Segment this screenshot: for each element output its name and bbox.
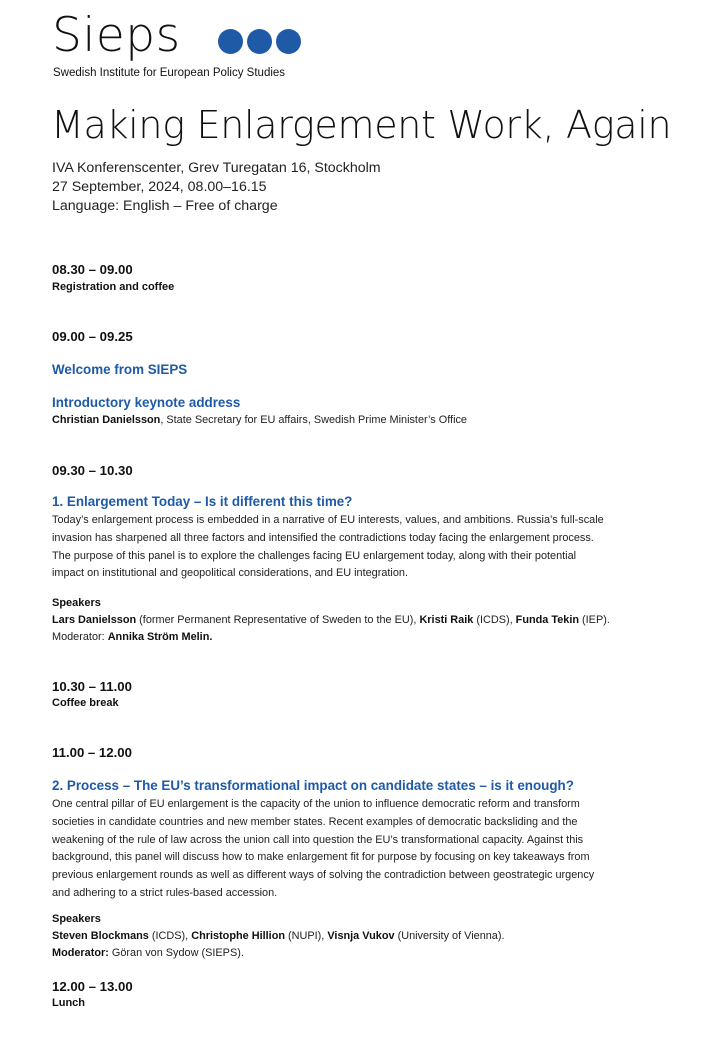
speaker-affiliation: (IEP). [579, 614, 610, 626]
event-datetime: 27 September, 2024, 08.00–16.15 [52, 179, 267, 195]
speakers-label: Speakers [52, 597, 101, 609]
moderator-name: Göran von Sydow (SIEPS). [108, 947, 244, 959]
speakers-label: Speakers [52, 913, 101, 925]
event-title: Making Enlargement Work, Again [51, 103, 672, 147]
slot-label: Coffee break [52, 697, 119, 709]
description-line: weakening of the rule of law across the union call into question the EU’s transformational capacity. Against this [52, 833, 584, 846]
sieps-logo-dots-icon [218, 29, 301, 54]
slot-time: 08.30 – 09.00 [52, 262, 133, 277]
slot-time: 09.30 – 10.30 [52, 463, 133, 478]
description-line: Today’s enlargement process is embedded in a narrative of EU interests, values, and ambitions. Russia’s full-scale [52, 514, 604, 526]
description-line: One central pillar of EU enlargement is the capacity of the union to influence democratic reform and transform [52, 798, 580, 810]
slot-time: 12.00 – 13.00 [52, 979, 133, 994]
description-line: previous enlargement rounds as well as different ways of solving the contradiction between geostrategic urgency [52, 869, 595, 882]
slot-label: Registration and coffee [52, 281, 175, 293]
speakers-line [52, 930, 505, 942]
moderator-line [52, 631, 212, 643]
speaker-name: Funda Tekin [515, 614, 579, 626]
slot-time: 10.30 – 11.00 [52, 679, 132, 694]
speaker-affiliation: (former Permanent Representative of Sweden to the EU), [136, 614, 420, 626]
speaker-name: Kristi Raik [419, 614, 474, 626]
speaker-name: Lars Danielsson [52, 614, 137, 626]
panel-1-description [52, 512, 657, 583]
speaker-role: , State Secretary for EU affairs, Swedish Prime Minister’s Office [160, 414, 467, 426]
speaker-affiliation: (University of Vienna). [394, 930, 505, 942]
slot-time: 11.00 – 12.00 [52, 745, 132, 760]
description-line: background, this panel will discuss how to make enlargement fit for purpose by focusing on key takeaways from [52, 851, 590, 864]
moderator-label: Moderator: [52, 947, 109, 959]
panel-2-heading: 2. Process – The EU’s transformational impact on candidate states – is it enough? [52, 778, 574, 793]
logo-subtitle: Swedish Institute for European Policy Studies [53, 67, 286, 79]
moderator-label: Moderator: [52, 631, 108, 643]
moderator-line [52, 947, 244, 959]
description-line: invasion has sharpened all three factors and intensified the contradictions today facing the enlargement process. [52, 531, 594, 544]
description-line: impact on institutional and geopolitical considerations, and EU integration. [52, 567, 408, 580]
speaker-name: Christian Danielsson [52, 414, 161, 426]
logo-dot-icon [276, 29, 301, 54]
panel-1-heading: 1. Enlargement Today – Is it different this time? [52, 494, 353, 509]
welcome-heading: Welcome from SIEPS [52, 362, 188, 377]
speaker-name: Christophe Hillion [191, 930, 285, 942]
speaker-affiliation: (ICDS), [473, 614, 516, 626]
slot-label: Lunch [52, 997, 85, 1009]
keynote-speaker-line [52, 414, 467, 426]
description-line: and adhering to a strict rules-based accession. [52, 886, 278, 899]
panel-2-description [52, 796, 657, 903]
speakers-line [52, 614, 610, 626]
logo-dot-icon [218, 29, 243, 54]
speaker-affiliation: (NUPI), [285, 930, 328, 942]
event-venue: IVA Konferenscenter, Grev Turegatan 16, Stockholm [52, 160, 381, 176]
speaker-affiliation: (ICDS), [148, 930, 192, 942]
sieps-logo-wordmark: Sieps [52, 8, 181, 63]
moderator-name: Annika Ström Melin. [107, 631, 213, 643]
logo-dot-icon [247, 29, 272, 54]
description-line: The purpose of this panel is to explore the challenges facing EU enlargement today, along with their potential [52, 549, 577, 562]
event-language: Language: English – Free of charge [52, 198, 278, 214]
speaker-name: Visnja Vukov [327, 930, 395, 942]
slot-time: 09.00 – 09.25 [52, 329, 133, 344]
speaker-name: Steven Blockmans [52, 930, 149, 942]
description-line: societies in candidate countries and new member states. Recent examples of democratic backsliding and the [52, 815, 578, 828]
keynote-heading: Introductory keynote address [52, 395, 241, 410]
